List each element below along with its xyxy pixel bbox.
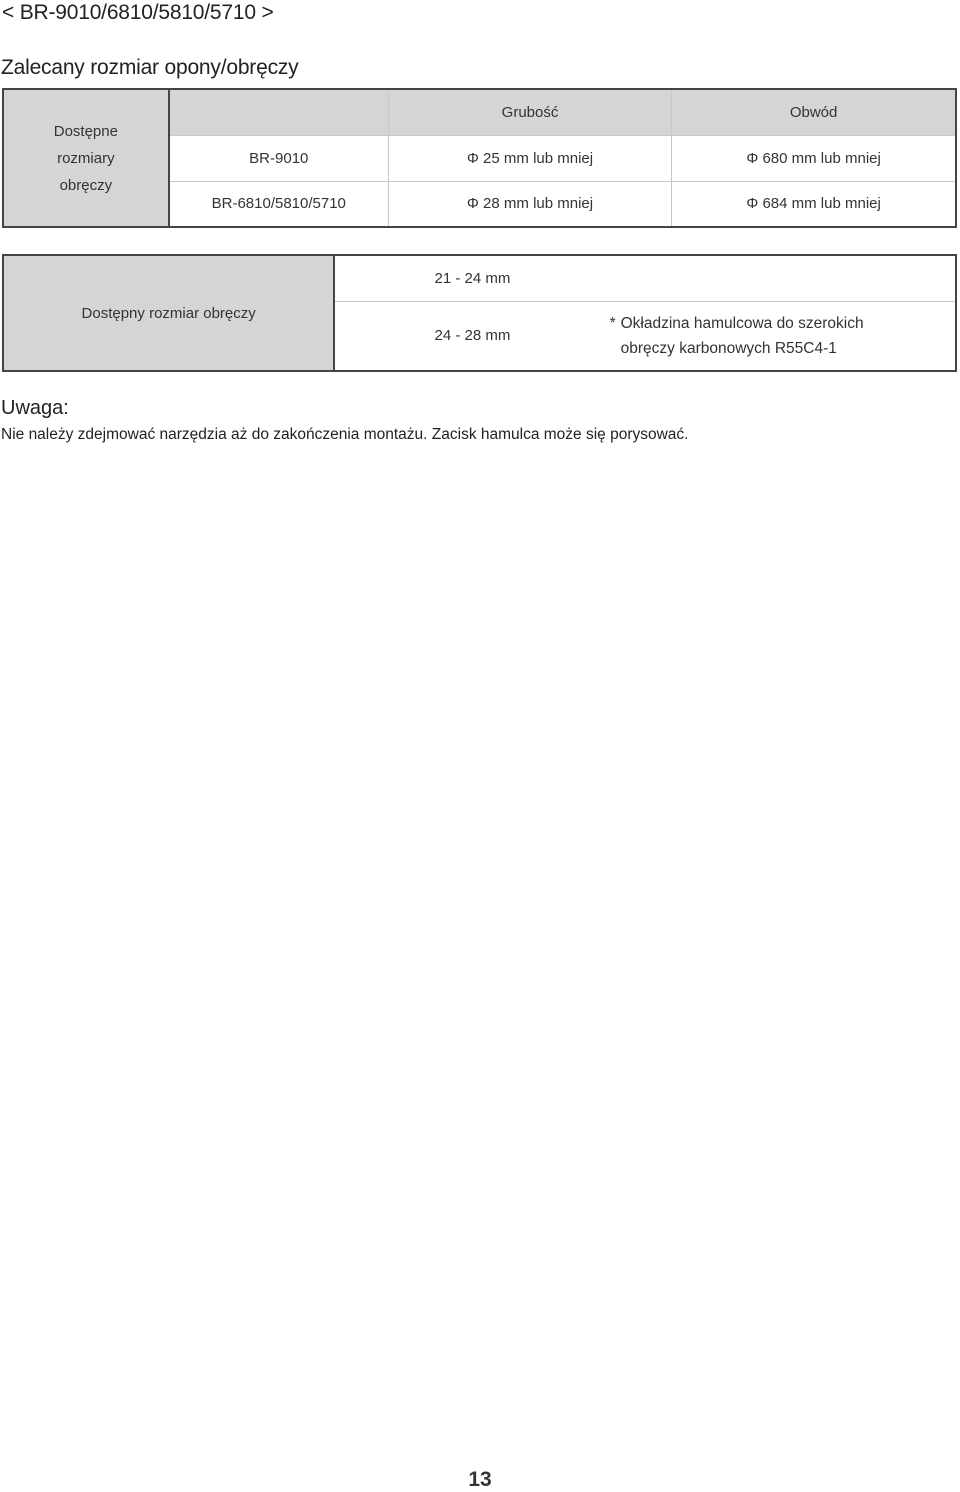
section-title: Zalecany rozmiar opony/obręczy: [1, 56, 299, 79]
tire-size-table: [2, 88, 957, 228]
circumference-header: Obwód: [672, 89, 956, 135]
model-header-cell: [169, 89, 389, 135]
rim-size-label: Dostępny rozmiar obręczy: [3, 255, 334, 371]
rim-size-1: 21 - 24 mm: [334, 255, 609, 301]
note-line-2: obręczy karbonowych R55C4-1: [620, 339, 837, 357]
available-sizes-label-line3: obręczy: [59, 176, 113, 194]
circumference-cell: Φ 684 mm lub mniej: [672, 181, 956, 227]
remark-title: Uwaga:: [1, 397, 69, 419]
remark-text: Nie należy zdejmować narzędzia aż do zakończenia montażu. Zacisk hamulca może się porysować.: [1, 426, 689, 443]
thickness-header: Grubość: [388, 89, 671, 135]
page-number: 13: [468, 1468, 492, 1491]
available-sizes-label: [3, 89, 169, 227]
model-cell: BR-6810/5810/5710: [169, 181, 389, 227]
brake-pad-note: [610, 311, 864, 361]
available-sizes-label-line2: rozmiary: [57, 149, 115, 167]
thickness-cell: Φ 28 mm lub mniej: [388, 181, 671, 227]
model-title: < BR-9010/6810/5810/5710 >: [2, 1, 274, 24]
rim-size-table: [2, 254, 957, 372]
note-line-1: Okładzina hamulcowa do szerokich: [620, 314, 864, 332]
rim-size-2: 24 - 28 mm: [334, 301, 609, 371]
model-cell: BR-9010: [169, 135, 389, 181]
rim-size-2-note-cell: [610, 301, 956, 371]
thickness-cell: Φ 25 mm lub mniej: [388, 135, 671, 181]
rim-size-1-note-empty: [610, 255, 956, 301]
available-sizes-label-line1: Dostępne: [53, 122, 118, 140]
note-asterisk: *: [609, 314, 616, 332]
circumference-cell: Φ 680 mm lub mniej: [672, 135, 956, 181]
